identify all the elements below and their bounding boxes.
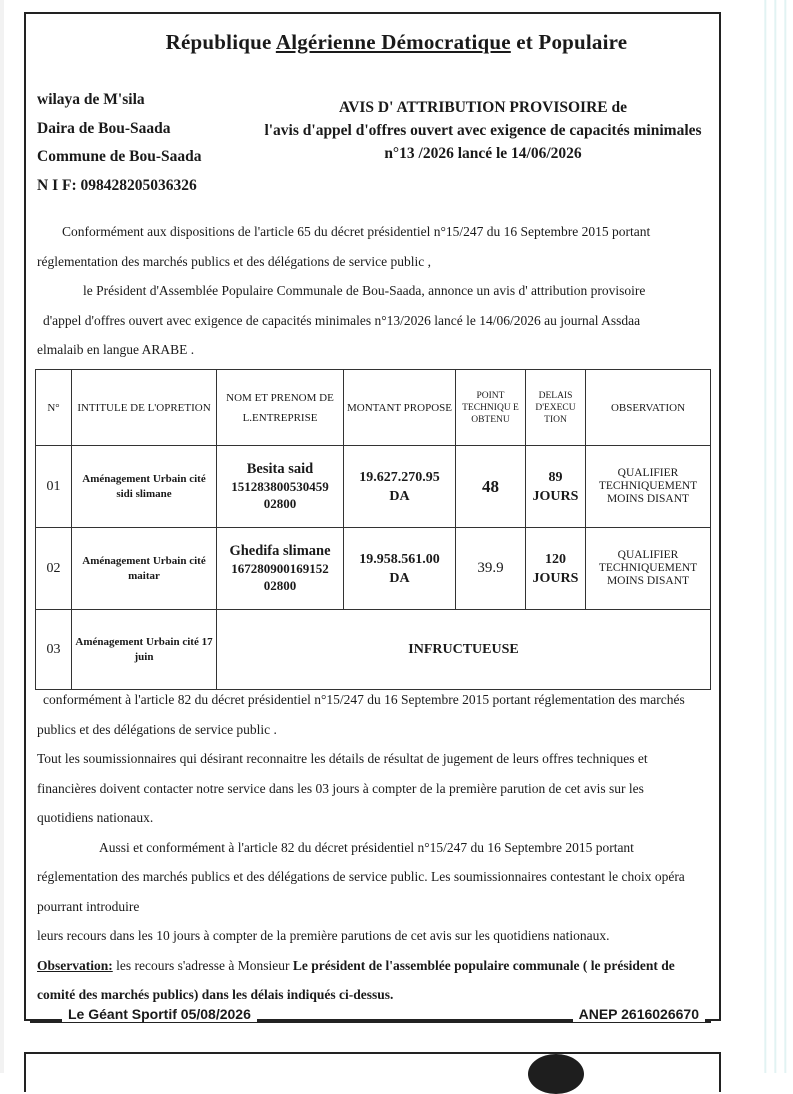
next-notice-logo [528, 1054, 584, 1094]
header-observation: OBSERVATION [586, 370, 711, 446]
company-name: Besita said [246, 461, 314, 477]
notice-heading-line-3: n°13 /2026 lancé le 14/06/2026 [384, 145, 582, 162]
nif-line: N I F: 098428205036326 [37, 176, 197, 194]
delay-unit: JOURS [532, 570, 579, 586]
title-part-1: République [165, 30, 276, 54]
table-header-row [36, 370, 711, 446]
observation-text: les recours s'adresse à Monsieur [112, 957, 293, 973]
table-row [36, 528, 711, 610]
company-code: 02800 [263, 496, 297, 511]
row-status: INFRUCTUEUSE [217, 610, 711, 690]
body-line-4: financières doivent contacter notre service dans les 03 jours à compter de la première parution de cet avis sur les [37, 780, 644, 796]
header-company: NOM ET PRENOM DE L.ENTREPRISE [217, 370, 344, 446]
observation-line [37, 951, 707, 981]
intro-line-4: d'appel d'offres ouvert avec exigence de capacités minimales n°13/2026 lancé le 14/06/2026 au journal Assdaa [43, 312, 641, 328]
delay-days: 120 [545, 551, 566, 567]
intro-paragraph [37, 217, 707, 365]
body-line-3: Tout les soumissionnaires qui désirant reconnaitre les détails de résultat de jugement de leurs offres techniques et [37, 751, 648, 766]
row-delay [526, 446, 586, 528]
header-points: POINT TECHNIQU E OBTENU [456, 370, 526, 446]
header-operation: INTITULE DE L'OPRETION [72, 370, 217, 446]
wilaya-line: wilaya de M'sila [37, 91, 145, 108]
body-line-6: Aussi et conformément à l'article 82 du décret présidentiel n°15/247 du 16 Septembre 2015 portant [99, 839, 634, 855]
body-line-9: leurs recours dans les 10 jours à compter de la première parutions de cet avis sur les quotidiens nationaux. [37, 928, 610, 943]
publication-credit: Le Géant Sportif 05/08/2026 [62, 1006, 257, 1022]
header-delay: DELAIS D'EXECU TION [526, 370, 586, 446]
company-name: Ghedifa slimane [229, 543, 331, 559]
observation-authority: Le président de l'assemblée populaire communale ( le président de [292, 957, 675, 973]
notice-heading-line-1: AVIS D' ATTRIBUTION PROVISOIRE de [339, 99, 627, 116]
row-operation: Aménagement Urbain cité 17 juin [72, 610, 217, 690]
row-amount [344, 528, 456, 610]
row-points: 39.9 [456, 528, 526, 610]
body-line-2: publics et des délégations de service public . [37, 721, 277, 737]
footer [24, 1006, 721, 1026]
amount-currency: DA [389, 488, 410, 504]
notice-heading-line-2: l'avis d'appel d'offres ouvert avec exigence de capacités minimales [264, 122, 702, 139]
row-operation: Aménagement Urbain cité maitar [72, 528, 217, 610]
page-title [0, 30, 793, 55]
row-operation: Aménagement Urbain cité sidi slimane [72, 446, 217, 528]
row-delay [526, 528, 586, 610]
row-amount [344, 446, 456, 528]
title-part-3: et Populaire [510, 30, 628, 54]
company-id: 151283800530459 [231, 479, 329, 494]
next-notice-frame [24, 1052, 721, 1092]
amount-currency: DA [389, 570, 410, 586]
scan-edge-left [0, 0, 4, 1073]
row-observation: QUALIFIER TECHNIQUEMENT MOINS DISANT [586, 528, 711, 610]
anep-reference: ANEP 2616026670 [573, 1006, 705, 1022]
daira-line: Daira de Bou-Saada [37, 119, 171, 137]
row-company [217, 528, 344, 610]
commune-line: Commune de Bou-Saada [37, 148, 202, 165]
scan-stripes-right [757, 0, 793, 1073]
observation-label: Observation: [37, 957, 113, 973]
intro-line-2: réglementation des marchés publics et des délégations de service public , [37, 253, 431, 269]
company-code: 02800 [263, 578, 297, 593]
notice-heading [248, 96, 718, 165]
row-company [217, 446, 344, 528]
header-amount: MONTANT PROPOSE [344, 370, 456, 446]
amount-value: 19.627.270.95 [359, 469, 440, 485]
issuer-block [37, 86, 202, 200]
header-no: N° [36, 370, 72, 446]
row-number: 02 [36, 528, 72, 610]
table-row [36, 610, 711, 690]
observation-line-2: comité des marchés publics) dans les délais indiqués ci-dessus. [37, 987, 394, 1002]
body-line-5: quotidiens nationaux. [37, 810, 154, 825]
amount-value: 19.958.561.00 [359, 551, 440, 567]
body-line-1: conformément à l'article 82 du décret présidentiel n°15/247 du 16 Septembre 2015 portant réglementation des marchés [43, 692, 685, 707]
intro-line-1: Conformément aux dispositions de l'article 65 du décret présidentiel n°15/247 du 16 Septembre 2015 portant [62, 224, 651, 239]
intro-line-3: le Président d'Assemblée Populaire Communale de Bou-Saada, annonce un avis d' attribution provisoire [83, 283, 646, 298]
row-number: 01 [36, 446, 72, 528]
award-table [35, 369, 711, 690]
title-part-2: Algérienne Démocratique [275, 30, 511, 54]
delay-unit: JOURS [532, 488, 579, 504]
body-line-7: réglementation des marchés publics et des délégations de service public. Les soumissionnaires contestant le choix opéra [37, 869, 685, 884]
row-observation: QUALIFIER TECHNIQUEMENT MOINS DISANT [586, 446, 711, 528]
row-points: 48 [456, 446, 526, 528]
company-id: 167280900169152 [231, 561, 329, 576]
table-row [36, 446, 711, 528]
body-paragraphs [37, 685, 707, 1010]
body-line-8: pourrant introduire [37, 898, 140, 914]
delay-days: 89 [548, 469, 563, 485]
intro-line-5: elmalaib en langue ARABE . [37, 342, 195, 357]
row-number: 03 [36, 610, 72, 690]
